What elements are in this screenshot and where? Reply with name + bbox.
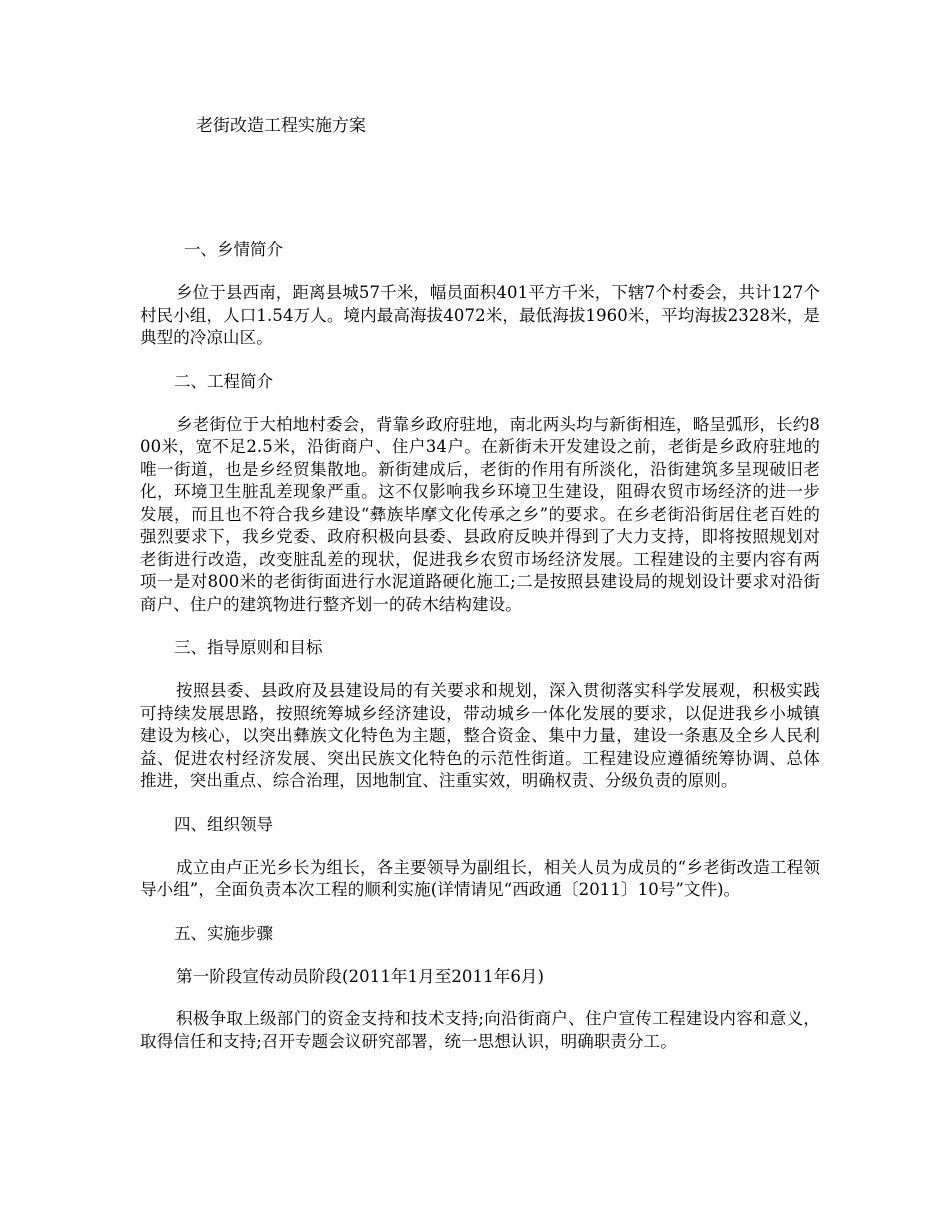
phase-heading: 第一阶段宣传动员阶段(2011年1月至2011年6月) [176,966,545,986]
section-lingdao [140,813,820,902]
document-body [140,238,820,1073]
section-heading: 二、工程简介 [174,371,273,391]
section-paragraph: 按照县委、县政府及县建设局的有关要求和规划，深入贯彻落实科学发展观，积极实践可持续发展思路，按照统筹城乡经济建设，带动城乡一体化发展的要求，以促进我乡小城镇建设为核心，以突出彝族文化特色为主题，整合资金、集中力量，建设一条惠及全乡人民利益、促进农村经济发展、突出民族文化特色的示范性街道。工程建设应遵循统筹协调、总体推进，突出重点、综合治理，因地制宜、注重实效，明确权责、分级负责的原则。 [140,681,820,790]
section-paragraph: 乡位于县西南，距离县城57千米，幅员面积401平方千米，下辖7个村委会，共计127个村民小组，人口1.54万人。境内最高海拔4072米，最低海拔1960米，平均海拔2328米，是典型的冷凉山区。 [140,283,820,347]
document-title: 老街改造工程实施方案 [196,116,366,136]
section-heading: 三、指导原则和目标 [174,638,323,657]
section-heading: 五、实施步骤 [174,923,273,943]
section-paragraph: 乡老街位于大柏地村委会，背靠乡政府驻地，南北两头均与新街相连，略呈弧形，长约800米，宽不足2.5米，沿街商户、住户34户。在新街未开发建设之前，老街是乡政府驻地的唯一街道，也是乡经贸集散地。新街建成后，老街的作用有所淡化，沿街建筑多呈现破旧老化，环境卫生脏乱差现象严重。这不仅影响我乡环境卫生建设，阻碍农贸市场经济的进一步发展，而且也不符合我乡建设“彝族毕摩文化传承之乡”的要求。在乡老街沿街居住老百姓的强烈要求下，我乡党委、政府积极向县委、县政府反映并得到了大力支持，即将按照规划对老街进行改造，改变脏乱差的现状，促进我乡农贸市场经济发展。工程建设的主要内容有两项一是对800米的老街街面进行水泥道路硬化施工;二是按照县建设局的规划设计要求对沿街商户、住户的建筑物进行整齐划一的砖木结构建设。 [140,414,820,614]
section-gongcheng [140,370,820,617]
section-yuanze [140,636,820,793]
section-heading: 一、乡情简介 [184,240,283,259]
section-paragraph: 积极争取上级部门的资金支持和技术支持;向沿街商户、住户宣传工程建设内容和意义，取得信任和支持;召开专题会议研究部署，统一思想认识，明确职责分工。 [140,1009,820,1051]
section-heading: 四、组织领导 [174,814,273,834]
section-paragraph: 成立由卢正光乡长为组长，各主要领导为副组长，相关人员为成员的“乡老街改造工程领导小组”，全面负责本次工程的顺利实施(详情请见“西政通〔2011〕10号”文件)。 [140,857,820,899]
section-xiangqing [140,238,820,350]
section-buzhou [140,922,820,1054]
